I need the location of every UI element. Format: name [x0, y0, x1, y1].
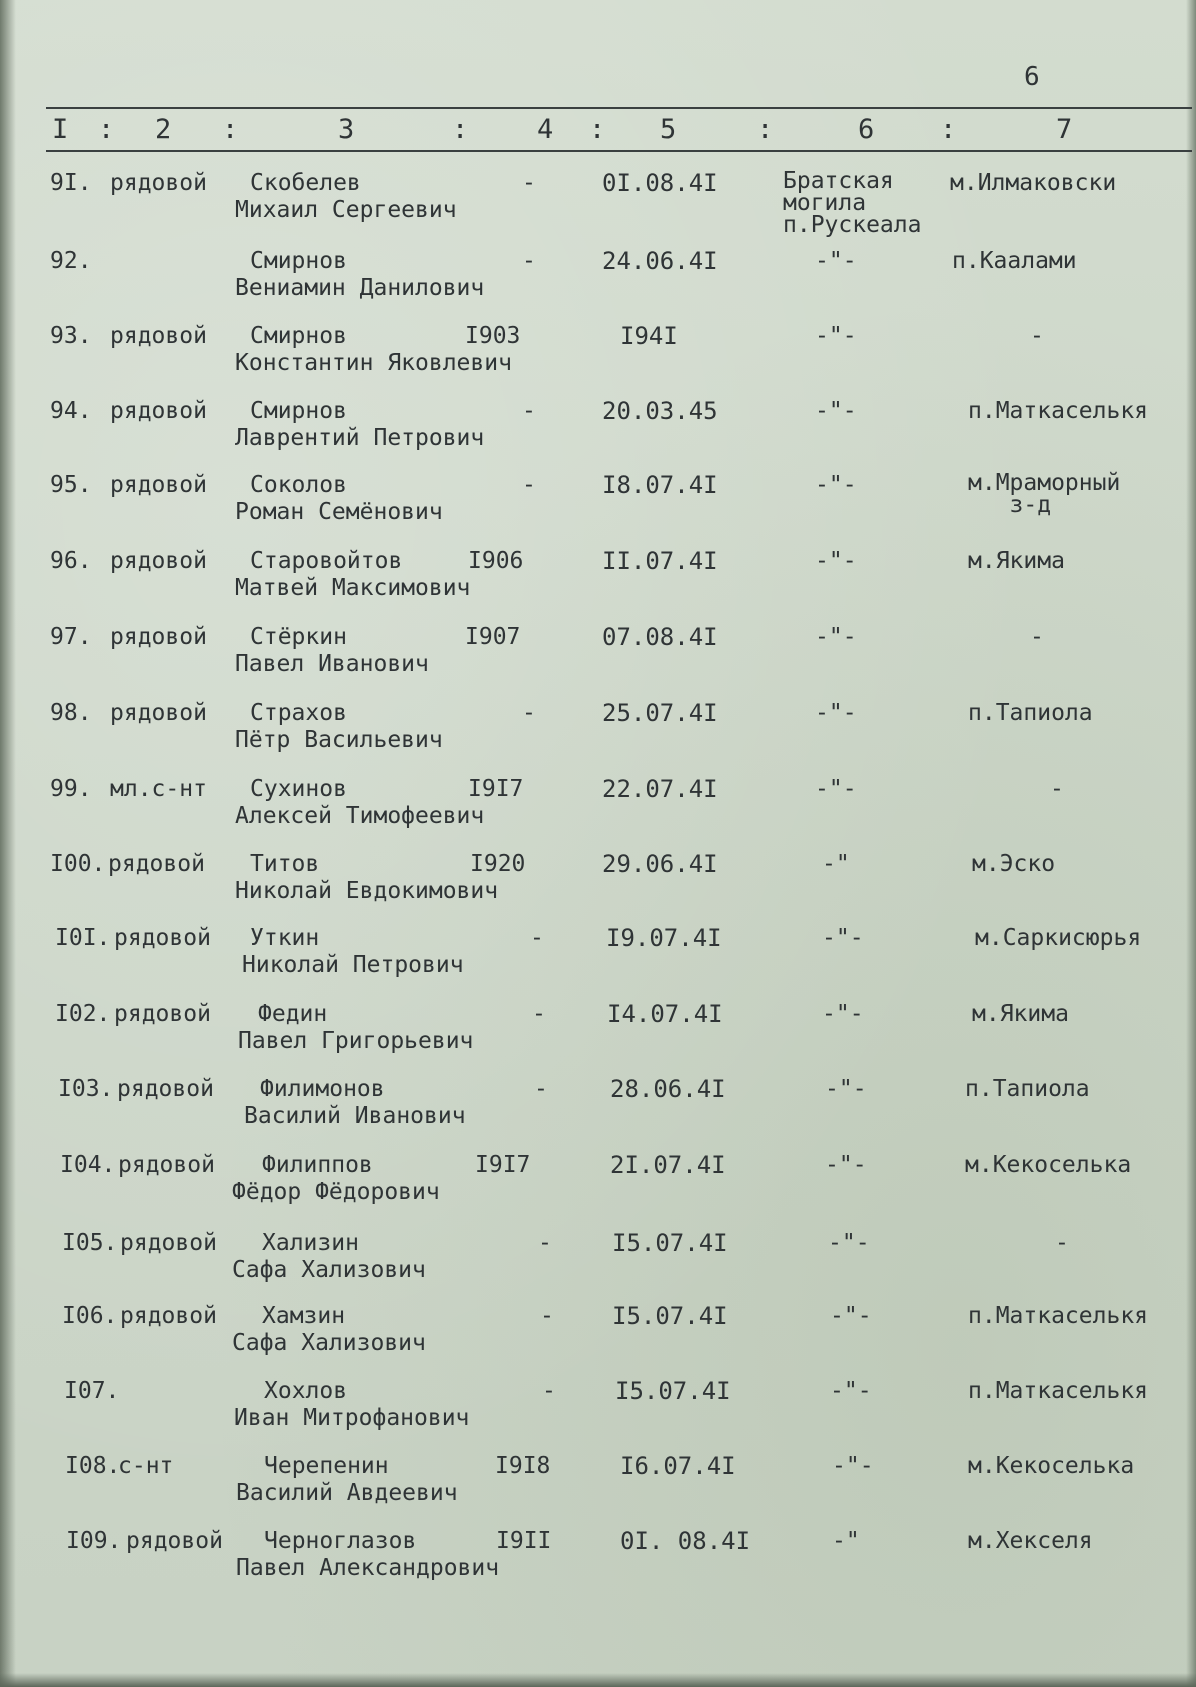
rank: рядовой — [110, 548, 207, 574]
birth-year: - — [522, 170, 536, 196]
column-header-5: 5 — [660, 114, 678, 145]
burial-type: -"- — [815, 472, 857, 498]
surname: Старовойтов — [250, 548, 403, 574]
surname: Филимонов — [260, 1076, 385, 1102]
row-number: 92. — [50, 248, 92, 274]
burial-place: м.Эско — [972, 851, 1056, 877]
roster-row — [0, 1076, 1196, 1140]
surname: Страхов — [250, 700, 347, 726]
date-of-death: 22.07.4I — [602, 775, 718, 803]
given-name: Николай Евдокимович — [235, 878, 499, 904]
burial-type: -"- — [815, 548, 857, 574]
burial-place: п.Маткаселькя — [968, 398, 1149, 424]
date-of-death: 29.06.4I — [602, 850, 718, 878]
burial-place: м.Илмаковски — [950, 170, 1117, 196]
burial-place: - — [1030, 624, 1044, 650]
roster-row — [0, 548, 1196, 612]
given-name: Павел Григорьевич — [238, 1028, 474, 1054]
roster-row — [0, 700, 1196, 764]
burial-place: п.Тапиола — [968, 700, 1093, 726]
page-number: 6 — [1024, 62, 1040, 92]
surname: Скобелев — [250, 170, 361, 196]
row-number: I0I. — [55, 925, 111, 951]
row-number: I02. — [55, 1001, 111, 1027]
rank: рядовой — [118, 1152, 215, 1178]
roster-row — [0, 1152, 1196, 1216]
roster-row — [0, 624, 1196, 688]
row-number: 97. — [50, 624, 92, 650]
date-of-death: 07.08.4I — [602, 623, 718, 651]
header-rule-top — [46, 107, 1192, 109]
row-number: I09. — [66, 1528, 122, 1554]
burial-place: п.Маткаселькя — [968, 1378, 1149, 1404]
burial-place: - — [1055, 1230, 1069, 1256]
roster-row — [0, 323, 1196, 387]
burial-type: -"- — [815, 624, 857, 650]
column-header-4: 4 — [537, 114, 555, 145]
burial-type: -"- — [815, 398, 857, 424]
rank: рядовой — [110, 398, 207, 424]
burial-type: -" — [822, 851, 850, 877]
roster-row — [0, 472, 1196, 536]
surname: Хохлов — [264, 1378, 348, 1404]
surname: Сухинов — [250, 776, 347, 802]
birth-year: I9II — [496, 1528, 552, 1554]
column-header-6: 6 — [858, 114, 876, 145]
date-of-death: I5.07.4I — [612, 1302, 728, 1330]
burial-place: м.Саркисюрья — [975, 925, 1142, 951]
birth-year: - — [542, 1378, 556, 1404]
birth-year: - — [534, 1076, 548, 1102]
given-name: Алексей Тимофеевич — [235, 803, 485, 829]
row-number: I08. — [65, 1453, 121, 1479]
birth-year: I920 — [470, 851, 526, 877]
roster-row — [0, 248, 1196, 312]
row-number: 93. — [50, 323, 92, 349]
date-of-death: II.07.4I — [602, 547, 718, 575]
burial-place: м.Якима — [972, 1001, 1069, 1027]
rank: рядовой — [114, 925, 211, 951]
rank: рядовой — [110, 323, 207, 349]
burial-type: -"- — [815, 323, 857, 349]
birth-year: - — [538, 1230, 552, 1256]
row-number: 96. — [50, 548, 92, 574]
date-of-death: 0I. 08.4I — [620, 1527, 751, 1555]
rank: с-нт — [118, 1453, 174, 1479]
burial-type: -"- — [830, 1303, 872, 1329]
burial-place: - — [1050, 776, 1064, 802]
date-of-death: 24.06.4I — [602, 247, 718, 275]
row-number: I07. — [64, 1378, 120, 1404]
date-of-death: 2I.07.4I — [610, 1151, 726, 1179]
rank: мл.с-нт — [110, 776, 207, 802]
birth-year: - — [522, 700, 536, 726]
birth-year: I906 — [468, 548, 524, 574]
given-name: Василий Авдеевич — [236, 1480, 458, 1506]
column-header-7: 7 — [1056, 114, 1074, 145]
row-number: I05. — [62, 1230, 118, 1256]
surname: Соколов — [250, 472, 347, 498]
given-name: Иван Митрофанович — [234, 1405, 470, 1431]
surname: Смирнов — [250, 248, 347, 274]
column-separator: : — [589, 114, 607, 145]
date-of-death: 25.07.4I — [602, 699, 718, 727]
birth-year: - — [530, 925, 544, 951]
given-name: Константин Яковлевич — [235, 350, 512, 376]
birth-year: I907 — [465, 624, 521, 650]
birth-year: - — [522, 472, 536, 498]
burial-place: п.Каалами — [952, 248, 1077, 274]
roster-row — [0, 1230, 1196, 1294]
row-number: I00. — [50, 851, 106, 877]
rank: рядовой — [120, 1230, 217, 1256]
given-name: Вениамин Данилович — [235, 275, 485, 301]
burial-type: -" — [832, 1528, 860, 1554]
roster-row — [0, 925, 1196, 989]
burial-type: -"- — [825, 1152, 867, 1178]
row-number: 94. — [50, 398, 92, 424]
roster-row — [0, 851, 1196, 915]
birth-year: I9I7 — [475, 1152, 531, 1178]
given-name: Михаил Сергеевич — [235, 197, 457, 223]
burial-place: м.Хекселя — [968, 1528, 1093, 1554]
header-rule-bottom — [46, 150, 1192, 152]
birth-year: I9I8 — [495, 1453, 551, 1479]
date-of-death: I5.07.4I — [612, 1229, 728, 1257]
date-of-death: I94I — [620, 322, 678, 350]
burial-place: м.Мраморный з-д — [968, 470, 1121, 518]
date-of-death: I8.07.4I — [602, 471, 718, 499]
date-of-death: 20.03.45 — [602, 397, 718, 425]
column-separator: : — [757, 114, 775, 145]
rank: рядовой — [126, 1528, 223, 1554]
burial-type: -"- — [832, 1453, 874, 1479]
row-number: I06. — [62, 1303, 118, 1329]
rank: рядовой — [110, 472, 207, 498]
given-name: Николай Петрович — [242, 952, 464, 978]
column-header-1: I — [52, 114, 70, 145]
burial-type: -"- — [822, 1001, 864, 1027]
surname: Стёркин — [250, 624, 347, 650]
rank: рядовой — [108, 851, 205, 877]
surname: Смирнов — [250, 398, 347, 424]
given-name: Матвей Максимович — [235, 575, 471, 601]
column-separator: : — [222, 114, 240, 145]
burial-place: м.Якима — [968, 548, 1065, 574]
rank: рядовой — [117, 1076, 214, 1102]
burial-type: -"- — [828, 1230, 870, 1256]
given-name: Роман Семёнович — [235, 499, 443, 525]
burial-place: м.Кекоселька — [968, 1453, 1135, 1479]
rank: рядовой — [120, 1303, 217, 1329]
roster-row — [0, 1303, 1196, 1367]
surname: Филиппов — [262, 1152, 373, 1178]
row-number: I03. — [58, 1076, 114, 1102]
rank: рядовой — [110, 624, 207, 650]
row-number: 9I. — [50, 170, 92, 196]
given-name: Пётр Васильевич — [235, 727, 443, 753]
date-of-death: 0I.08.4I — [602, 169, 718, 197]
column-separator: : — [452, 114, 470, 145]
row-number: I04. — [60, 1152, 116, 1178]
given-name: Лаврентий Петрович — [235, 425, 485, 451]
row-number: 98. — [50, 700, 92, 726]
surname: Хализин — [262, 1230, 359, 1256]
given-name: Фёдор Фёдорович — [232, 1179, 440, 1205]
date-of-death: I5.07.4I — [615, 1377, 731, 1405]
burial-type: -"- — [815, 776, 857, 802]
rank: рядовой — [110, 170, 207, 196]
row-number: 99. — [50, 776, 92, 802]
burial-place: п.Маткаселькя — [968, 1303, 1149, 1329]
surname: Титов — [250, 851, 320, 877]
roster-row — [0, 398, 1196, 462]
column-separator: : — [940, 114, 958, 145]
birth-year: - — [532, 1001, 546, 1027]
burial-type: -"- — [822, 925, 864, 951]
roster-row — [0, 1528, 1196, 1592]
birth-year: I903 — [465, 323, 521, 349]
burial-place: п.Тапиола — [965, 1076, 1090, 1102]
rank: рядовой — [110, 700, 207, 726]
burial-place: м.Кекоселька — [965, 1152, 1132, 1178]
birth-year: - — [522, 398, 536, 424]
burial-type: -"- — [815, 700, 857, 726]
column-header-3: 3 — [338, 114, 356, 145]
surname: Черноглазов — [264, 1528, 417, 1554]
roster-row — [0, 168, 1196, 238]
row-number: 95. — [50, 472, 92, 498]
burial-type: -"- — [825, 1076, 867, 1102]
roster-row — [0, 1001, 1196, 1065]
burial-type: Братская могила п.Рускеала — [783, 168, 922, 238]
column-separator: : — [98, 114, 116, 145]
roster-row — [0, 1453, 1196, 1517]
given-name: Сафа Хализович — [232, 1257, 426, 1283]
date-of-death: 28.06.4I — [610, 1075, 726, 1103]
roster-row — [0, 1378, 1196, 1442]
surname: Смирнов — [250, 323, 347, 349]
date-of-death: I9.07.4I — [606, 924, 722, 952]
date-of-death: I4.07.4I — [607, 1000, 723, 1028]
burial-type: -"- — [830, 1378, 872, 1404]
burial-place: - — [1030, 323, 1044, 349]
surname: Уткин — [250, 925, 320, 951]
date-of-death: I6.07.4I — [620, 1452, 736, 1480]
rank: рядовой — [114, 1001, 211, 1027]
given-name: Василий Иванович — [244, 1103, 466, 1129]
paper-edge-shadow — [0, 1673, 1196, 1687]
column-header-2: 2 — [155, 114, 173, 145]
birth-year: I9I7 — [468, 776, 524, 802]
surname: Федин — [258, 1001, 328, 1027]
birth-year: - — [540, 1303, 554, 1329]
surname: Хамзин — [262, 1303, 346, 1329]
burial-type: -"- — [815, 248, 857, 274]
given-name: Павел Иванович — [235, 651, 429, 677]
surname: Черепенин — [264, 1453, 389, 1479]
roster-row — [0, 776, 1196, 840]
birth-year: - — [522, 248, 536, 274]
given-name: Сафа Хализович — [232, 1330, 426, 1356]
given-name: Павел Александрович — [236, 1555, 500, 1581]
